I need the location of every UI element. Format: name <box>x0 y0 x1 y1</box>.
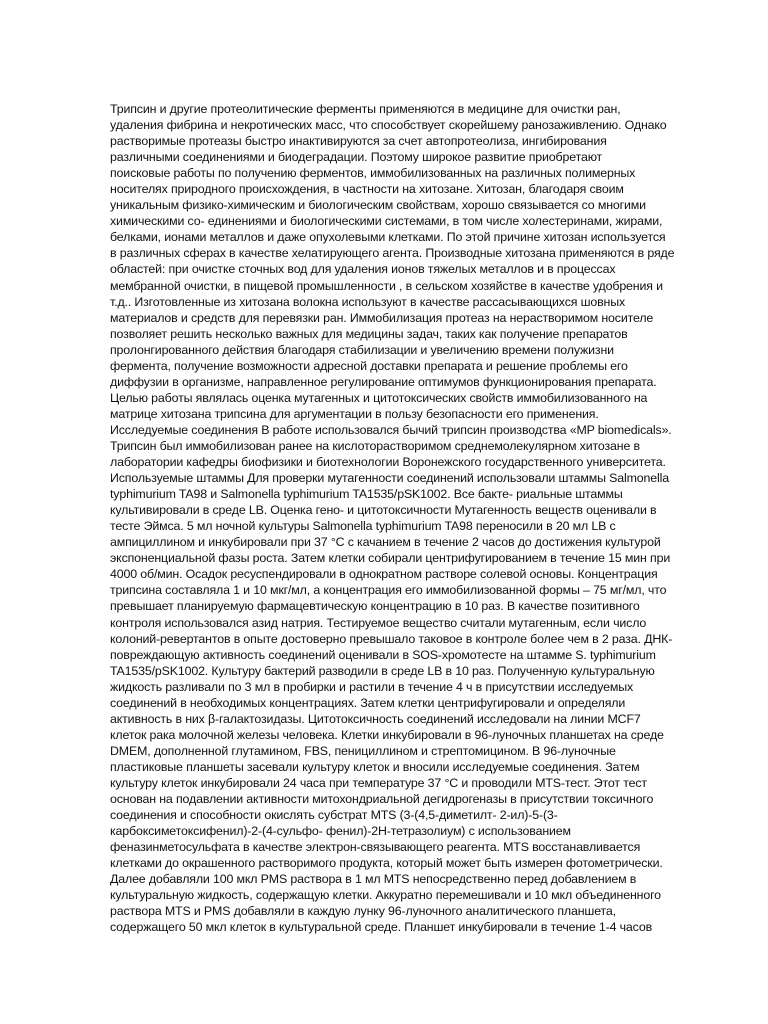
text-line: тесте Эймса. 5 мл ночной культуры Salmonella typhimurium TA98 переносили в 20 мл LB с <box>110 519 616 534</box>
text-line: матрице хитозана трипсина для аргументации в пользу безопасности его применения. <box>110 406 599 421</box>
text-line: удаления фибрина и некротических масс, что способствует скорейшему ранозаживлению. Однако <box>110 118 667 133</box>
text-line: носителях природного происхождения, в частности на хитозане. Хитозан, благодаря своим <box>110 182 624 197</box>
text-line: уникальным физико-химическим и биологическим свойствам, хорошо связывается со многими <box>110 198 646 213</box>
text-line: колоний-ревертантов в опыте достоверно превышало таковое в контроле более чем в 2 раза. ДНК- <box>110 631 673 646</box>
text-line: соединения и способности окислять субстрат MTS (3-(4,5-диметилт- 2-ил)-5-(3- <box>110 808 558 823</box>
text-line: химическими со- единениями и биологическими системами, в том числе холестеринами, жирами, <box>110 214 663 229</box>
text-line: клетками до окрашенного растворимого продукта, который может быть измерен фотометрически. <box>110 856 663 871</box>
text-line: в различных сферах в качестве хелатирующего агента. Производные хитозана применяются в ряде <box>110 246 675 261</box>
text-line: культуральную жидкость, содержащую клетки. Аккуратно перемешивали и 10 мкл объединенного <box>110 888 661 903</box>
text-line: превышает планируемую фармацевтическую концентрацию в 10 раз. В качестве позитивного <box>110 599 640 614</box>
text-line: содержащего 50 мкл клеток в культуральной среде. Планшет инкубировали в течение 1-4 часов <box>110 920 653 935</box>
text-line: мембранной очистки, в пищевой промышленности , в сельском хозяйстве в качестве удобрения и <box>110 278 663 293</box>
text-line: диффузии в организме, направленное регулирование оптимумов функционирования препарата. <box>110 374 657 389</box>
text-line: культивировали в среде LB. Оценка гено- и цитотоксичности Мутагенность веществ оценивали в <box>110 503 657 518</box>
text-line: Трипсин и другие протеолитические ферменты применяются в медицине для очистки ран, <box>110 102 621 116</box>
text-line: областей: при очистке сточных вод для удаления ионов тяжелых металлов и в процессах <box>110 262 616 277</box>
text-line: соединений в необходимых концентрациях. Затем клетки центрифугировали и определяли <box>110 695 626 710</box>
text-line: фермента, получение возможности адресной доставки препарата и решение проблемы его <box>110 358 628 373</box>
text-line: экспоненциальной фазы роста. Затем клетки собирали центрифугированием в течение 15 мин при <box>110 551 671 566</box>
text-line: основан на подавлении активности митохондриальной дегидрогеназы в присутствии токсичного <box>110 792 654 807</box>
text-line: Исследуемые соединения В работе использовался бычий трипсин производства «MP biomedicals». <box>110 422 672 437</box>
text-line: TA1535/pSK1002. Культуру бактерий разводили в среде LB в 10 раз. Полученную культуральную <box>110 663 655 678</box>
text-line: карбоксиметоксифенил)-2-(4-сульфо- фенил)-2Н-тетразолиум) с использованием <box>110 824 571 839</box>
text-line: растворимые протеазы быстро инактивируются за счет автопротеолиза, ингибирования <box>110 134 607 149</box>
text-line: активность в них β-галактозидазы. Цитотоксичность соединений исследовали на линии MCF7 <box>110 711 641 726</box>
text-line: Целью работы являлась оценка мутагенных и цитотоксических свойств иммобилизованного на <box>110 390 648 405</box>
text-line: феназинметосульфата в качестве электрон-связывающего реагента. MTS восстанавливается <box>110 840 641 855</box>
text-line: культуру клеток инкубировали 24 часа при температуре 37 °С и проводили MTS-тест. Этот тест <box>110 775 647 790</box>
text-line: 4000 об/мин. Осадок ресуспендировали в однократном растворе солевой основы. Концентрация <box>110 567 658 582</box>
text-line: повреждающую активность соединений оценивали в SOS-хромотесте на штамме S. typhimurium <box>110 647 656 662</box>
text-line: Трипсин был иммобилизован ранее на кислоторастворимом среднемолекулярном хитозане в <box>110 438 640 453</box>
text-line: пластиковые планшеты засевали культуру клеток и вносили исследуемые соединения. Затем <box>110 759 640 774</box>
text-line: позволяет решить несколько важных для медицины задач, таких как получение препаратов <box>110 326 628 341</box>
text-line: DMEM, дополненной глутамином, FBS, пенициллином и стрептомицином. В 96-луночные <box>110 743 616 758</box>
text-line: пролонгированного действия благодаря стабилизации и увеличению времени полужизни <box>110 342 614 357</box>
text-line: клеток рака молочной железы человека. Клетки инкубировали в 96-луночных планшетах на среде <box>110 727 664 742</box>
text-line: Далее добавляли 100 мкл PMS раствора в 1 мл MTS непосредственно перед добавлением в <box>110 872 637 887</box>
text-line: ампициллином и инкубировали при 37 °С с качанием в течение 2 часов до достижения культурой <box>110 535 661 550</box>
text-line: typhimurium TA98 и Salmonella typhimurium TA1535/pSK1002. Все бакте- риальные штаммы <box>110 487 623 502</box>
text-line: контроля использовался азид натрия. Тестируемое вещество считали мутагенным, если число <box>110 615 647 630</box>
text-line: материалов и средств для перевязки ран. Иммобилизация протеаз на нерастворимом носителе <box>110 310 654 325</box>
body-text <box>110 101 722 935</box>
text-line: т.д.. Изготовленные из хитозана волокна используют в качестве рассасывающихся шовных <box>110 294 626 309</box>
text-line: лаборатории кафедры биофизики и биотехнологии Воронежского государственного университета. <box>110 455 666 470</box>
text-line: Используемые штаммы Для проверки мутагенности соединений использовали штаммы Salmonella <box>110 471 669 486</box>
text-line: жидкость разливали по 3 мл в пробирки и растили в течение 4 ч в присутствии исследуемых <box>110 679 634 694</box>
text-line: поисковые работы по получению ферментов, иммобилизованных на различных полимерных <box>110 166 636 181</box>
text-line: раствора MTS и PMS добавляли в каждую лунку 96-луночного аналитического планшета, <box>110 904 616 919</box>
text-line: различными соединениями и биодеградации. Поэтому широкое развитие приобретают <box>110 150 603 165</box>
text-line: белками, ионами металлов и даже опухолевыми клетками. По этой причине хитозан используется <box>110 230 666 245</box>
text-line: трипсина составляла 1 и 10 мкг/мл, а концентрация его иммобилизованной формы – 75 мг/мл, что <box>110 583 667 598</box>
